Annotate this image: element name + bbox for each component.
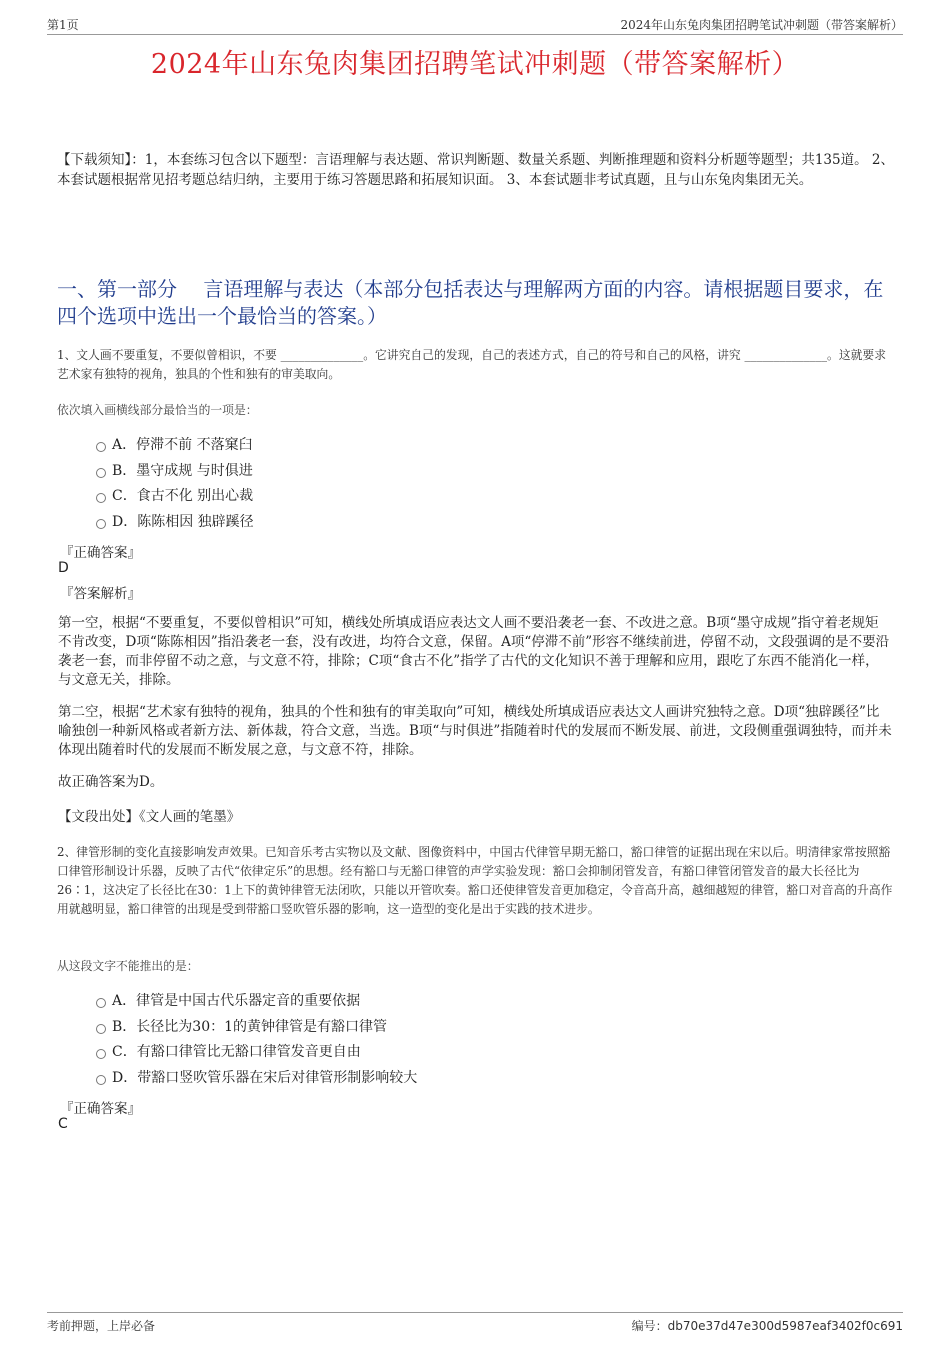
correct-answer: D — [58, 560, 69, 576]
question-2-prompt: 从这段文字不能推出的是： — [57, 959, 199, 973]
correct-answer: C — [58, 1116, 68, 1132]
blank-1: ______________ — [280, 348, 364, 362]
question-1-prompt: 依次填入画横线部分最恰当的一项是： — [57, 403, 258, 417]
radio-icon[interactable] — [96, 1075, 106, 1085]
answer-label: 『正确答案』 — [60, 1101, 141, 1117]
question-1-stem: 1、文人画不要重复，不要似曾相识，不要 ______________。它讲究自己的发现，自己的表述方式，自己的符号和自己的风格，讲究 ______________。这就要求艺术家有独特的视角，独具的个性和独有的审美取向。 — [57, 348, 887, 381]
option-d[interactable]: D．带豁口竖吹管乐器在宋后对律管形制影响较大 — [96, 1067, 417, 1093]
page-header — [47, 14, 903, 35]
option-d[interactable]: D．陈陈相因 独辟蹊径 — [96, 511, 254, 537]
option-a[interactable]: A．停滞不前 不落窠臼 — [96, 434, 254, 460]
analysis-label: 『答案解析』 — [60, 586, 141, 602]
radio-icon[interactable] — [96, 442, 106, 452]
radio-icon[interactable] — [96, 1049, 106, 1059]
analysis-conclusion: 故正确答案为D。 — [58, 774, 164, 790]
radio-icon[interactable] — [96, 519, 106, 529]
header-doc-title: 2024年山东兔肉集团招聘笔试冲刺题（带答案解析） — [620, 18, 903, 32]
option-c[interactable]: C．有豁口律管比无豁口律管发音更自由 — [96, 1041, 417, 1067]
document-code: 编号：db70e37d47e300d5987eaf3402f0c691 — [631, 1319, 903, 1333]
question-2-options — [96, 990, 417, 1092]
option-b[interactable]: B．长径比为30：1的黄钟律管是有豁口律管 — [96, 1016, 417, 1042]
question-1-options — [96, 434, 254, 536]
radio-icon[interactable] — [96, 1024, 106, 1034]
analysis-paragraph-1: 第一空，根据“不要重复，不要似曾相识”可知，横线处所填成语应表达文人画不要沿袭老一套、不改进之意。B项“墨守成规”指守着老规矩不肯改变，D项“陈陈相因”指沿袭老一套，没有改进，均符合文意，保留。A项“停滞不前”形容不继续前进，停留不动，文段强调的是不要沿袭老一套，而非停留不动之意，与文意不符，排除；C项“食古不化”指学了古代的文化知识不善于理解和应用，跟吃了东西不能消化一样，与文意无关，排除。 — [58, 615, 890, 688]
radio-icon[interactable] — [96, 493, 106, 503]
download-notice: 【下载须知】：1，本套练习包含以下题型：言语理解与表达题、常识判断题、数量关系题、判断推理题和资料分析题等题型；共135道。 2、本套试题根据常见招考题总结归纳，主要用于练习答题思路和拓展知识面。 3、本套试题非考试真题，且与山东兔肉集团无关。 — [57, 152, 894, 188]
footer-slogan: 考前押题，上岸必备 — [47, 1319, 156, 1333]
radio-icon[interactable] — [96, 998, 106, 1008]
page-title: 2024年山东兔肉集团招聘笔试冲刺题（带答案解析） — [150, 49, 800, 80]
answer-label: 『正确答案』 — [60, 545, 141, 561]
blank-2: ______________ — [744, 348, 828, 362]
option-a[interactable]: A．律管是中国古代乐器定音的重要依据 — [96, 990, 417, 1016]
option-c[interactable]: C．食古不化 别出心裁 — [96, 485, 254, 511]
question-2-stem: 2、律管形制的变化直接影响发声效果。已知音乐考古实物以及文献、图像资料中，中国古代律管早期无豁口，豁口律管的证据出现在宋以后。明清律家常按照豁口律管形制设计乐器，反映了古代“依律定乐”的思想。经有豁口与无豁口律管的声学实验发现：豁口会抑制闭管发音，有豁口律管闭管发音的最大长径比为26∶1，这决定了长径比在30：1上下的黄钟律管无法闭吹，只能以开管吹奏。豁口还使律管发音更加稳定，令音高升高，越细越短的律管，豁口对音高的升高作用就越明显，豁口律管的出现是受到带豁口竖吹管乐器的影响，这一造型的变化是出于实践的技术进步。 — [57, 845, 893, 916]
page-number: 第1页 — [47, 18, 79, 32]
radio-icon[interactable] — [96, 468, 106, 478]
page-footer — [47, 1312, 903, 1333]
source-citation: 【文段出处】《文人画的笔墨》 — [58, 809, 241, 825]
section-title: 一、第一部分 言语理解与表达（本部分包括表达与理解两方面的内容。请根据题目要求，在四个选项中选出一个最恰当的答案。） — [57, 277, 884, 328]
option-b[interactable]: B．墨守成规 与时俱进 — [96, 460, 254, 486]
analysis-paragraph-2: 第二空，根据“艺术家有独特的视角，独具的个性和独有的审美取向”可知，横线处所填成语应表达文人画讲究独特之意。D项“独辟蹊径”比喻独创一种新风格或者新方法、新体裁，符合文意，当选。B项“与时俱进”指随着时代的发展而不断发展、前进，文段侧重强调独特，而并未体现出随着时代的发展而不断发展之意，与文意不符，排除。 — [58, 704, 892, 758]
